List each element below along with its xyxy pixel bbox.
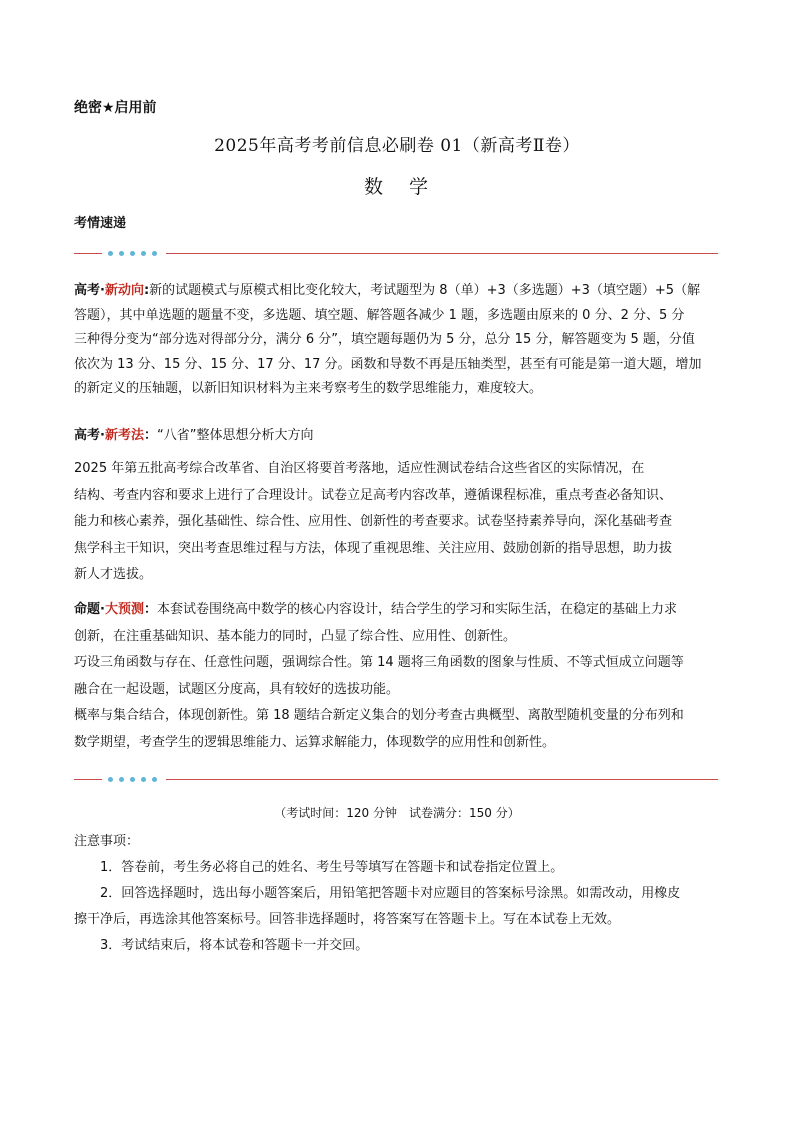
exam-info: （考试时间：120 分钟 试卷满分：150 分） <box>274 806 520 820</box>
text-line: 能力和核心素养，强化基础性、综合性、应用性、创新性的考查要求。试卷坚持素养导向，深化基础考查 <box>74 514 673 529</box>
text-line: 创新，在注重基础知识、基本能力的同时，凸显了综合性、应用性、创新性。 <box>74 628 517 644</box>
decorative-divider-bottom <box>74 775 718 785</box>
notes-section <box>74 829 720 959</box>
confidential-label: 绝密★启用前 <box>74 100 157 116</box>
text-line: “八省”整体思想分析大方向 <box>156 428 314 443</box>
text-line: 2025 年第五批高考综合改革省、自治区将要首考落地，适应性测试卷结合这些省区的实际情况，在 <box>74 461 645 476</box>
new-direction-label-suffix: : <box>143 283 150 298</box>
notes-heading: 注意事项： <box>74 834 140 849</box>
page-title: 2025年高考考前信息必刷卷 01（新高考Ⅱ卷） <box>214 136 580 156</box>
new-direction-label: 新动向 <box>104 283 144 298</box>
new-direction-paragraph <box>74 279 720 402</box>
new-method-body <box>74 456 720 589</box>
prediction-label: 大预测 <box>104 602 144 617</box>
prediction-label-prefix: 命题· <box>74 602 105 617</box>
new-method-label-prefix: 高考· <box>74 428 105 443</box>
new-method-label-suffix: ： <box>143 428 157 443</box>
text-line: 数学期望，考查学生的逻辑思维能力、运算求解能力，体现数学的应用性和创新性。 <box>74 734 556 750</box>
text-line: 新的试题模式与原模式相比变化较大，考试题型为 8（单）+3（多选题）+3（填空题）+5（解 <box>149 283 701 298</box>
prediction-paragraph <box>74 597 720 756</box>
note-item: 1．答卷前，考生务必将自己的姓名、考生号等填写在答题卡和试卷指定位置上。 <box>100 860 564 875</box>
decorative-divider-top <box>74 249 718 259</box>
text-line: 焦学科主干知识，突出考查思维过程与方法，体现了重视思维、关注应用、鼓励创新的指导思想，助力拔 <box>74 540 673 556</box>
text-line: 的新定义的压轴题，以新旧知识材料为主来考察考生的数学思维能力，难度较大。 <box>74 381 543 396</box>
note-item: 3．考试结束后，将本试卷和答题卡一并交回。 <box>100 938 369 953</box>
section-heading: 考情速递 <box>74 216 127 231</box>
new-method-paragraph <box>74 424 720 449</box>
text-line: 巧设三角函数与存在、任意性问题，强调综合性。第 14 题将三角函数的图象与性质、不等式恒成立问题等 <box>74 655 684 670</box>
text-line: 结构、考查内容和要求上进行了合理设计。试卷立足高考内容改革，遵循课程标准，重点考查必备知识、 <box>74 487 673 503</box>
text-line: 融合在一起设题，试题区分度高，具有较好的选拔功能。 <box>74 681 400 697</box>
text-line: 概率与集合结合，体现创新性。第 18 题结合新定义集合的划分考查古典概型、离散型随机变量的分布列和 <box>74 708 684 723</box>
subject-title: 数 学 <box>363 176 439 198</box>
prediction-label-suffix: ： <box>143 602 157 617</box>
note-item: 2．回答选择题时，选出每小题答案后，用铅笔把答题卡对应题目的答案标号涂黑。如需改动，用橡皮 <box>100 886 681 901</box>
text-line: 新人才选拔。 <box>74 567 153 582</box>
note-item-continued: 擦干净后，再选涂其他答案标号。回答非选择题时，将答案写在答题卡上。写在本试卷上无效。 <box>74 912 621 927</box>
new-direction-label-prefix: 高考· <box>74 283 105 298</box>
text-line: 三种得分变为“部分选对得部分分，满分 6 分”，填空题每题仍为 5 分，总分 15 分，解答题变为 5 题，分值 <box>74 332 695 347</box>
new-method-label: 新考法 <box>104 428 144 443</box>
text-line: 本套试卷围绕高中数学的核心内容设计，结合学生的学习和实际生活，在稳定的基础上力求 <box>156 602 677 617</box>
text-line: 答题），其中单选题的题量不变，多选题、填空题、解答题各减少 1 题，多选题由原来的 0 分、2 分、5 分 <box>74 307 685 323</box>
text-line: 依次为 13 分、15 分、15 分、17 分、17 分。函数和导数不再是压轴类型，甚至有可能是第一道大题，增加 <box>74 356 702 372</box>
